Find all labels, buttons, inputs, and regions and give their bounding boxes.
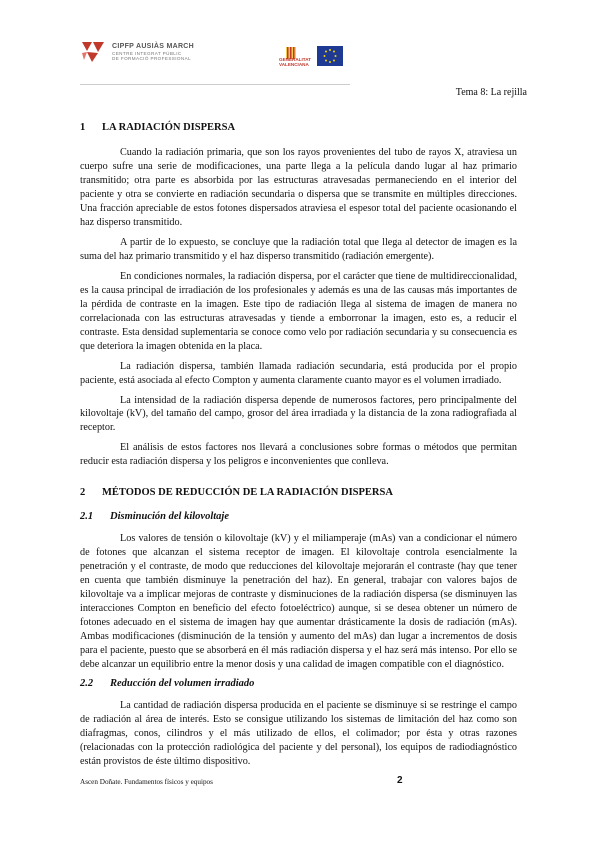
s1-paragraph: La intensidad de la radiación dispersa depende de numerosos factores, pero principalmente del kilovoltaje (kV), del tamaño del campo, grosor del área irradiada y la distancia de la zona radiografiada al receptor. [80, 394, 517, 434]
s1-paragraph: La radiación dispersa, también llamada radiación secundaria, está producida por el propio paciente, está asociada al efecto Compton y aumenta claramente cuanto mayor es el volumen irradiado. [80, 360, 517, 386]
generalitat-text: GENERALITAT VALENCIANA [279, 57, 311, 67]
logo-line2: CENTRE INTEGRAT PÚBLIC [112, 50, 182, 56]
page-header [80, 40, 520, 90]
logo-line1: CIPFP AUSIÀS MARCH [112, 42, 195, 50]
s22-paragraph: La cantidad de radiación dispersa producida en el paciente se disminuye si se restringe el campo de radiación al área de interés. Esto se consigue utilizando los sistemas de limitación del haz como son diafragmas, conos, cilindros y el más utilizado de ellos, el colimador; por ésta y otras razones (relacionadas con la protección radiológica del paciente y del personal), los equipos de radiodiagnóstico están provistos de éste último dispositivo. [80, 700, 517, 767]
s1-paragraph: El análisis de estos factores nos llevará a conclusiones sobre formas o métodos que permitan reducir esta radiación dispersa y los peligros e inconvenientes que conlleva. [80, 442, 517, 468]
document-body [80, 116, 517, 775]
s21-paragraph: Los valores de tensión o kilovoltaje (kV) y el miliamperaje (mAs) van a condicionar el número de fotones que alcanzan el sistema receptor de imagen. El kilovoltaje controla esencialmente la penetración y el contraste, de modo que reducciones del kilovoltaje mejorarán el contraste (hay que tener en cuenta que también disminuye la penetración del haz). En general, trabajar con valores bajos de kilovoltaje va a implicar mejoras de contraste y disminuciones de la radiación dispersa (se disminuyen las interacciones Compton en beneficio del efecto fotoeléctrico) aunque, si se desea obtener un número de fotones adecuado en el sistema de imagen hay que aumentar drásticamente la dosis de radiación (mAs). Ambas modificaciones (disminución de la tensión y aumento del mAs) dan lugar a incrementos de dosis para el paciente, puesto que se absorberá en él más radiación dispersa y el haz será más intenso. Por ello se debe alcanzar un equilibrio entre la menor dosis y una calidad de imagen compatible con el diagnóstico. [80, 533, 517, 671]
section2-heading: 2 MÉTODOS DE REDUCCIÓN DE LA RADIACIÓN DISPERSA [80, 487, 393, 499]
s1-paragraph: A partir de lo expuesto, se concluye que la radiación total que llega al detector de imagen es la suma del haz primario transmitido y el haz disperso transmitido (radiación emergente). [80, 236, 517, 262]
cipfp-logo [80, 40, 194, 64]
topic-label: Tema 8: La rejilla [455, 87, 527, 98]
eu-flag-icon [317, 46, 343, 66]
s1-paragraph: En condiciones normales, la radiación dispersa, por el carácter que tiene de multidireccionalidad, es la causa principal de irradiación de los profesionales y además es una de las causas más importantes de la pérdida de contraste en la imagen. Este tipo de radiación llega al sistema de imagen de manera no correlacionada con las estructuras atravesadas y tiende a emborronar la imagen, esto es, a reducir el contraste. Esta densidad suplementaria se conoce como velo por radiación secundaria y su consecuencia es que deteriora la imagen obtenida en la placa. [80, 270, 517, 352]
cipfp-mark-icon [80, 40, 106, 64]
logo-line3: DE FORMACIÓ PROFESSIONAL [112, 56, 192, 62]
subsection-2-1-heading: 2.1 Disminución del kilovoltaje [80, 511, 230, 523]
s1-paragraph: Cuando la radiación primaria, que son los rayos provenientes del tubo de rayos X, atraviesa un cuerpo sufre una serie de modificaciones, una parte llega a la película dando lugar al haz primario transmitido; otra parte es absorbida por las estructuras atravesadas permaneciendo en el interior del paciente y otra se convierte en radiación secundaria o dispersa que se transmite en múltiples direcciones. Una fracción apreciable de estos fotones dispersados atraviesa el espesor total del paciente ocasionando el haz disperso transmitido. [80, 147, 517, 228]
subsection-2-2-heading: 2.2 Reducción del volumen irradiado [80, 678, 255, 690]
footer-author: Ascen Doñate. Fundamentos físicos y equipos [80, 778, 213, 786]
section1-heading: 1 LA RADIACIÓN DISPERSA [80, 122, 236, 133]
header-rule [80, 84, 350, 85]
page-number: 2 [397, 775, 403, 786]
